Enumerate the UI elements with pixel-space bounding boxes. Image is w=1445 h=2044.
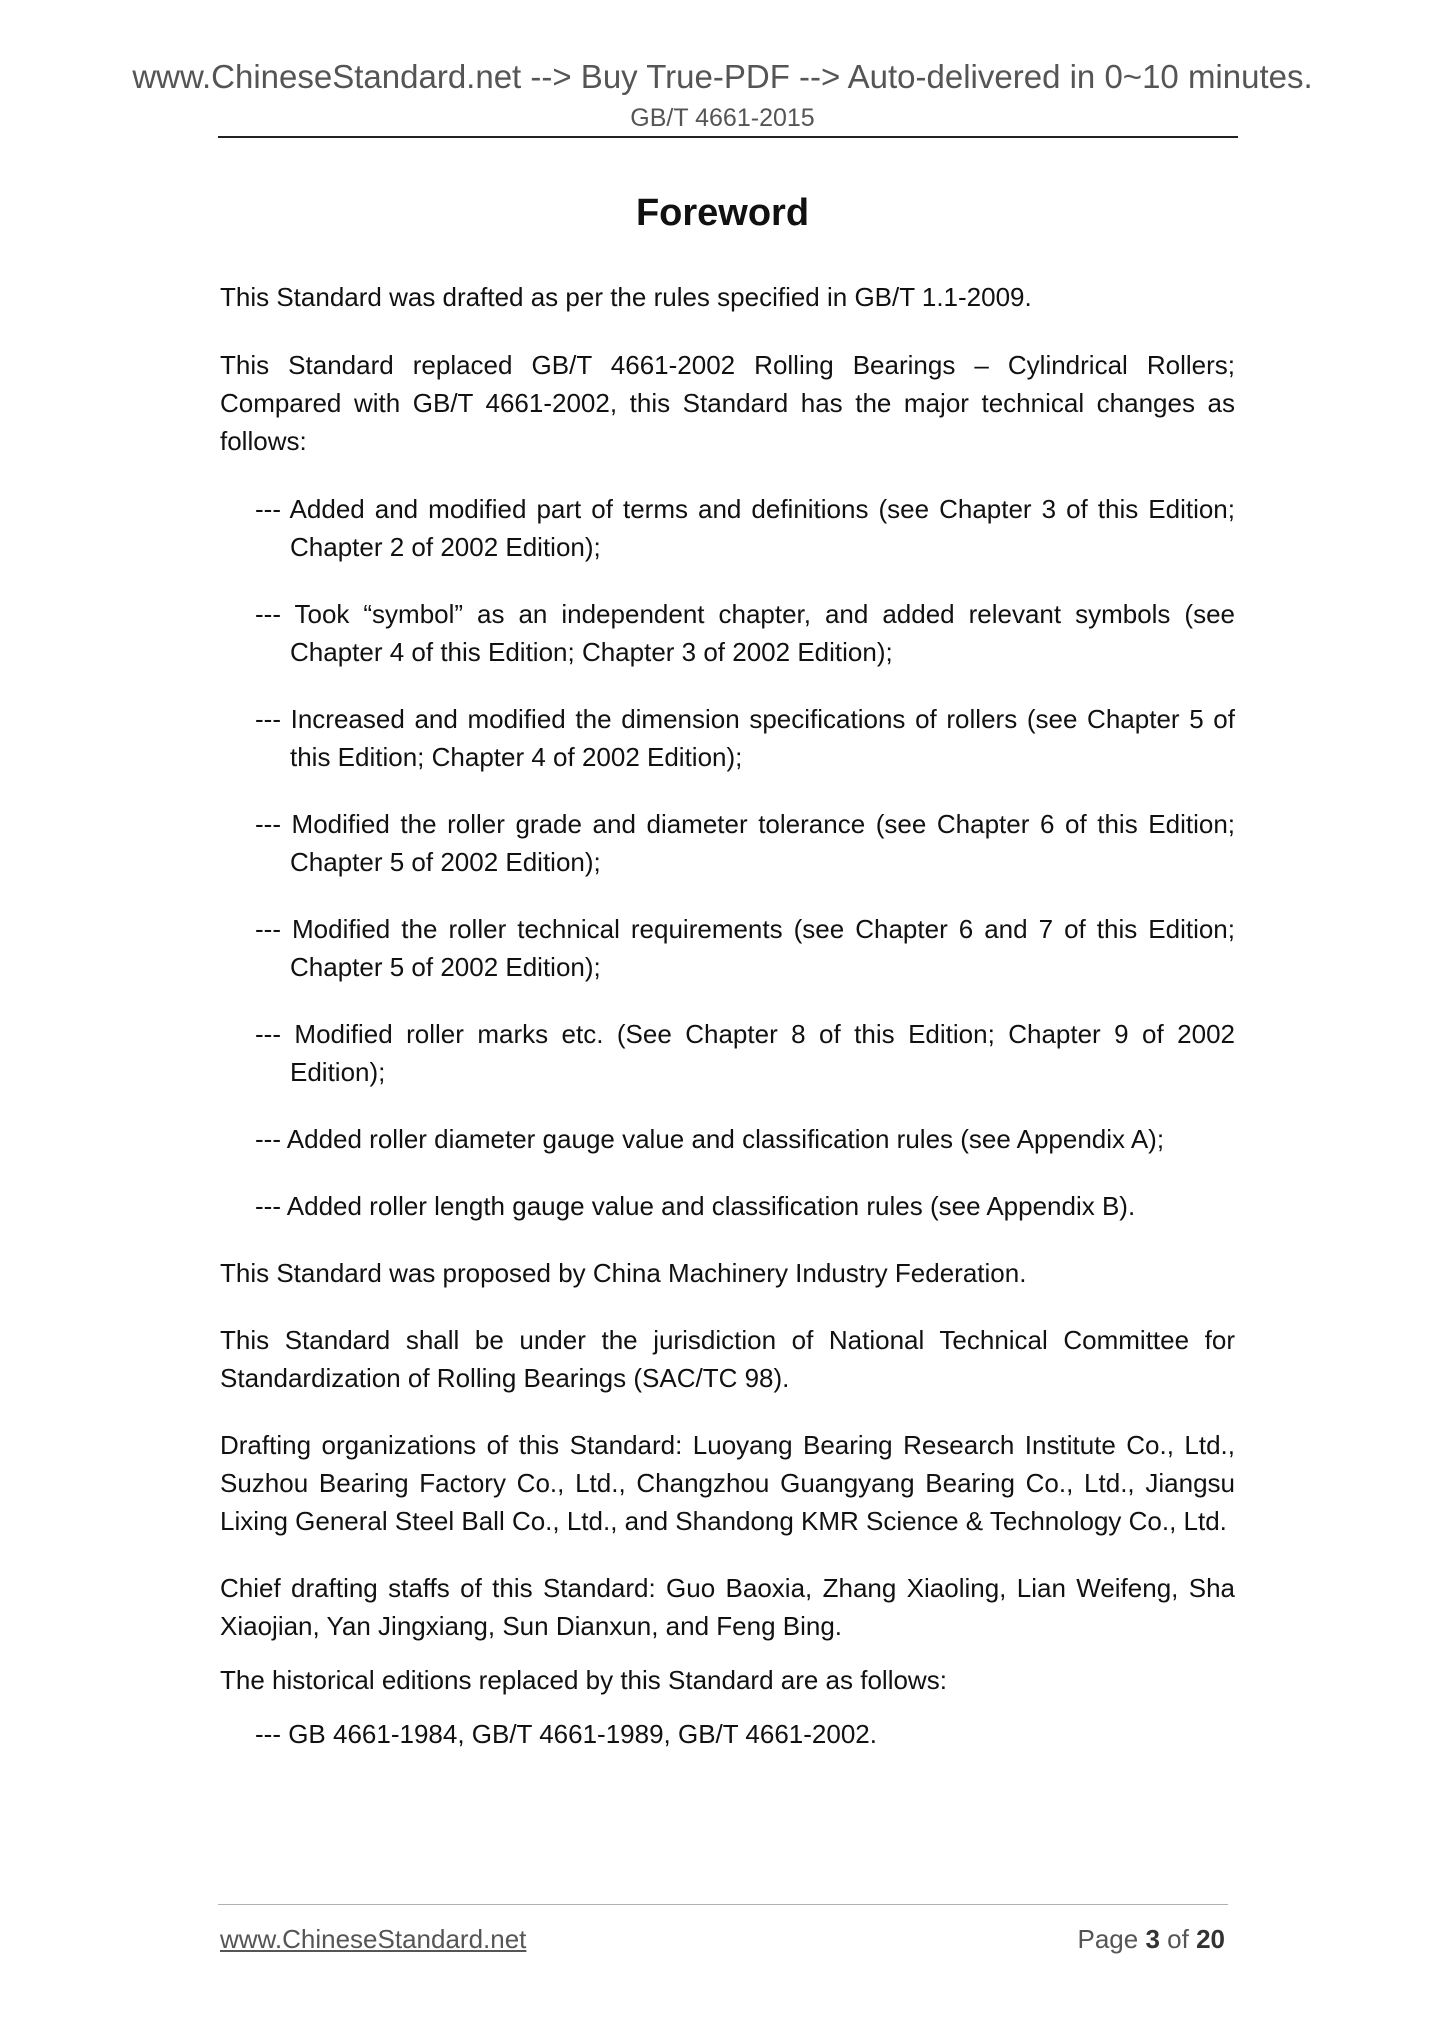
- paragraph-proposed-by: This Standard was proposed by China Machinery Industry Federation.: [220, 1258, 1027, 1288]
- page-number: [1077, 1922, 1225, 1956]
- page-of: of: [1167, 1924, 1189, 1954]
- paragraph-drafting-rules: This Standard was drafted as per the rules specified in GB/T 1.1-2009.: [220, 282, 1032, 312]
- paragraph-jurisdiction: This Standard shall be under the jurisdiction of National Technical Committee for Standardization of Rolling Bearings (SAC/TC 98).: [220, 1325, 1235, 1393]
- list-item: --- Increased and modified the dimension specifications of rollers (see Chapter 5 of this Edition; Chapter 4 of 2002 Edition);: [255, 704, 1235, 772]
- header-banner: www.ChineseStandard.net --> Buy True-PDF --> Auto-delivered in 0~10 minutes.: [132, 58, 1313, 95]
- footer-website-link[interactable]: www.ChineseStandard.net: [220, 1924, 527, 1954]
- list-item-history: --- GB 4661-1984, GB/T 4661-1989, GB/T 4661-2002.: [255, 1719, 877, 1749]
- page-current: 3: [1145, 1924, 1160, 1954]
- page-total: 20: [1196, 1924, 1225, 1954]
- paragraph-drafting-staff: Chief drafting staffs of this Standard: Guo Baoxia, Zhang Xiaoling, Lian Weifeng, Sha Xiaojian, Yan Jingxiang, Sun Dianxun, and Feng Bing.: [220, 1573, 1235, 1641]
- document-body: [220, 278, 1235, 1782]
- page-title: Foreword: [635, 192, 810, 234]
- paragraph-replacement: This Standard replaced GB/T 4661-2002 Rolling Bearings – Cylindrical Rollers; Compared with GB/T 4661-2002, this Standard has the major technical changes as follows:: [220, 350, 1235, 456]
- list-item: --- Modified roller marks etc. (See Chapter 8 of this Edition; Chapter 9 of 2002 Edition);: [255, 1019, 1235, 1087]
- list-item: --- Modified the roller grade and diameter tolerance (see Chapter 6 of this Edition; Chapter 5 of 2002 Edition);: [255, 809, 1235, 877]
- page-prefix: Page: [1077, 1924, 1139, 1954]
- standard-number: GB/T 4661-2015: [630, 104, 815, 132]
- list-item: --- Added roller length gauge value and classification rules (see Appendix B).: [255, 1191, 1136, 1221]
- paragraph-drafting-organizations: Drafting organizations of this Standard: Luoyang Bearing Research Institute Co., Ltd., Suzhou Bearing Factory Co., Ltd., Changzhou Guangyang Bearing Co., Ltd., Jiangsu Lixing General Steel Ball Co., Ltd., and Shandong KMR Science & Technology Co., Ltd.: [220, 1430, 1235, 1536]
- footer-divider: [218, 1904, 1228, 1905]
- list-item: --- Added roller diameter gauge value and classification rules (see Appendix A);: [255, 1124, 1165, 1154]
- list-item: --- Took “symbol” as an independent chapter, and added relevant symbols (see Chapter 4 of this Edition; Chapter 3 of 2002 Edition);: [255, 599, 1235, 667]
- list-item: --- Added and modified part of terms and definitions (see Chapter 3 of this Edition; Chapter 2 of 2002 Edition);: [255, 494, 1235, 562]
- header-divider: [218, 136, 1238, 138]
- paragraph-historical-editions: The historical editions replaced by this Standard are as follows:: [220, 1665, 947, 1695]
- list-item: --- Modified the roller technical requirements (see Chapter 6 and 7 of this Edition; Chapter 5 of 2002 Edition);: [255, 914, 1235, 982]
